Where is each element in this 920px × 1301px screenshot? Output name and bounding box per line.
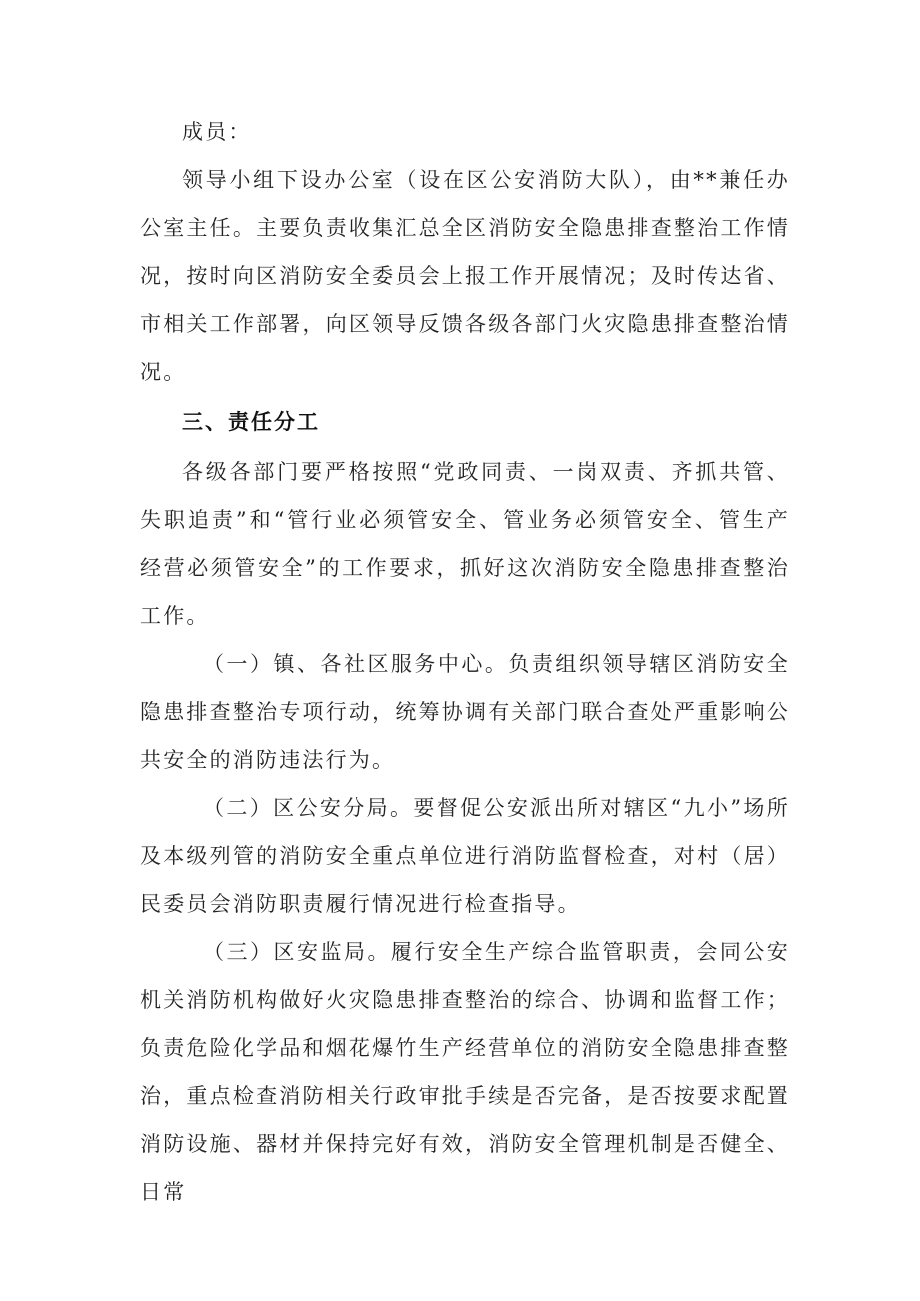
item-2-paragraph: （二）区公安分局。要督促公安派出所对辖区“九小”场所及本级列管的消防安全重点单位进行消防监督检查，对村（居）民委员会消防职责履行情况进行检查指导。: [140, 796, 790, 916]
item-1-paragraph: （一）镇、各社区服务中心。负责组织领导辖区消防安全隐患排查整治专项行动，统筹协调有关部门联合查处严重影响公共安全的消防违法行为。: [140, 652, 790, 772]
document-body: [140, 108, 790, 1216]
item-3-paragraph: （三）区安监局。履行安全生产综合监管职责，会同公安机关消防机构做好火灾隐患排查整治的综合、协调和监督工作；负责危险化学品和烟花爆竹生产经营单位的消防安全隐患排查整治，重点检查消防相关行政审批手续是否完备，是否按要求配置消防设施、器材并保持完好有效，消防安全管理机制是否健全、日常: [140, 940, 790, 1204]
members-label: 成员：: [182, 120, 252, 144]
intro-paragraph: 各级各部门要严格按照“党政同责、一岗双责、齐抓共管、失职追责”和“管行业必须管安全、管业务必须管安全、管生产经营必须管安全”的工作要求，抓好这次消防安全隐患排查整治工作。: [140, 460, 790, 628]
section-heading: 三、责任分工: [182, 410, 320, 434]
office-paragraph: 领导小组下设办公室（设在区公安消防大队），由**兼任办公室主任。主要负责收集汇总全区消防安全隐患排查整治工作情况，按时向区消防安全委员会上报工作开展情况；及时传达省、市相关工作部署，向区领导反馈各级各部门火灾隐患排查整治情况。: [140, 168, 790, 384]
